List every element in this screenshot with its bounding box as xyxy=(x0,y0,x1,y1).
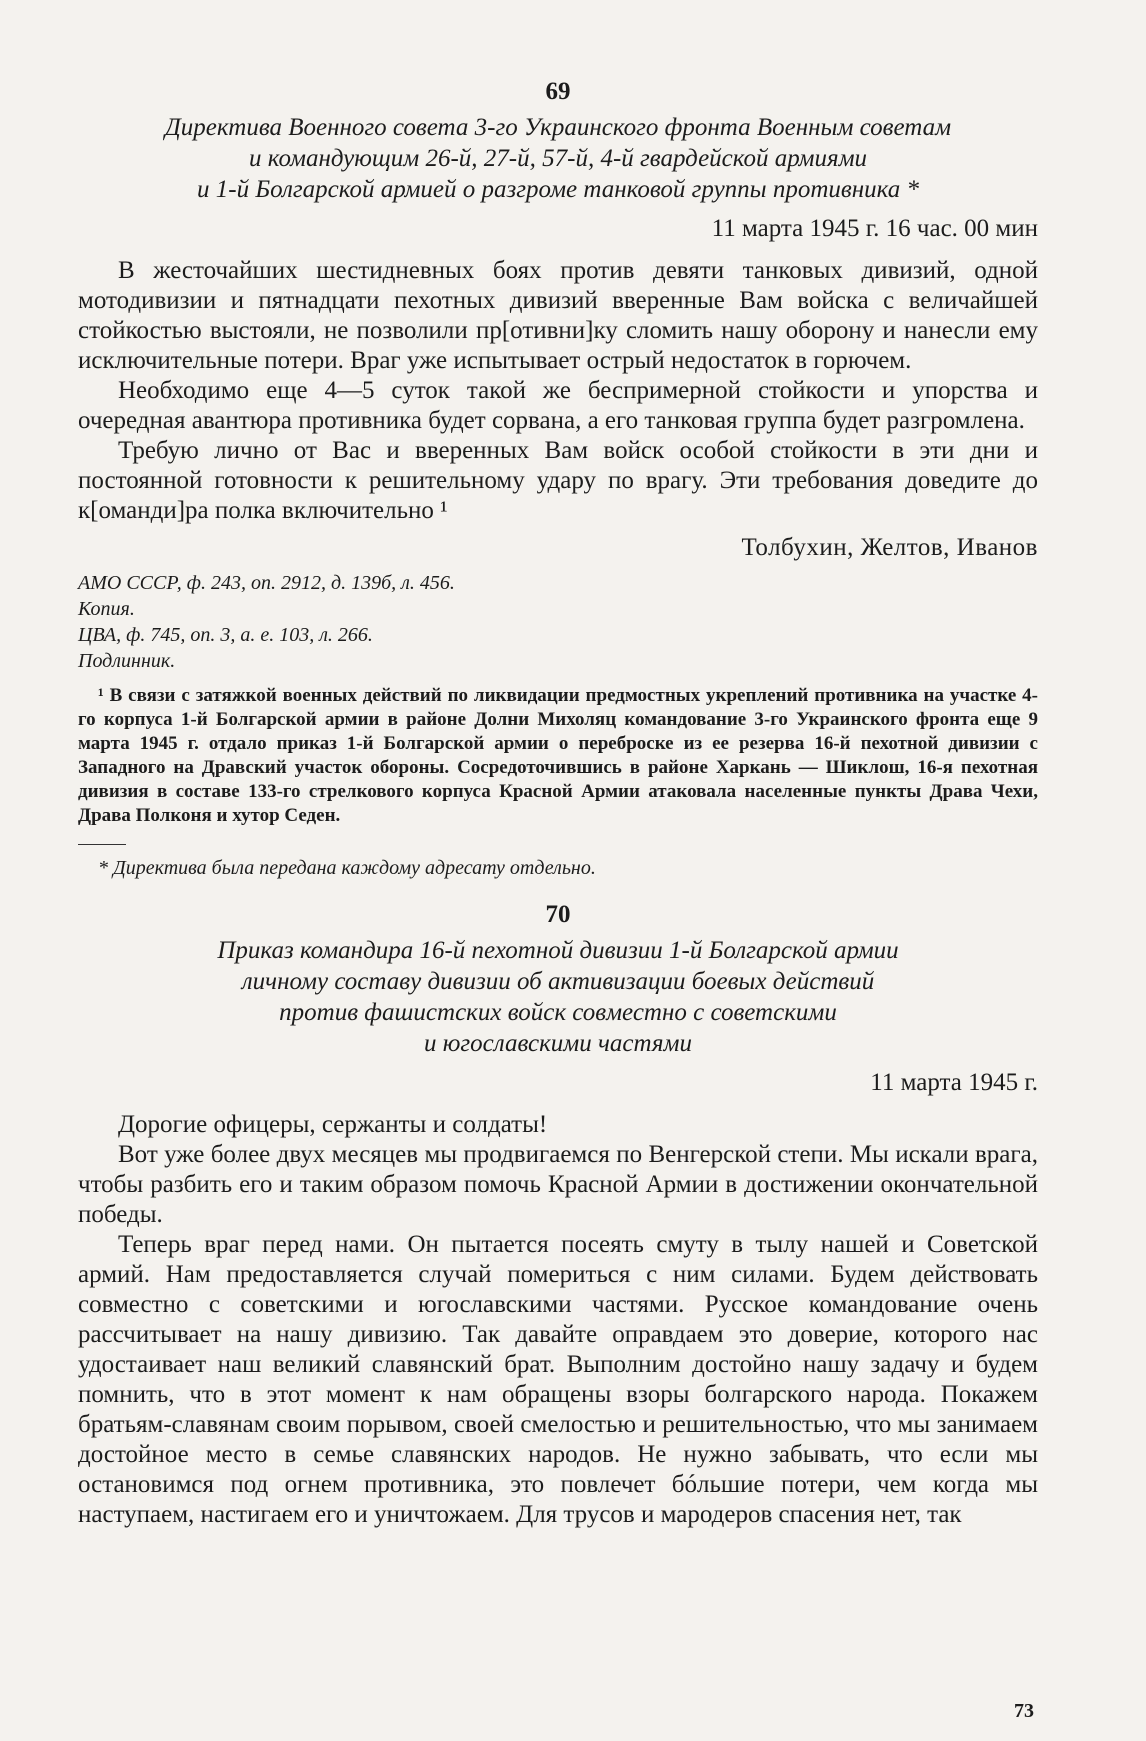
doc-69-paragraph: В жесточайших шестидневных боях против девяти танковых дивизий, одной мотодивизии и пятнадцати пехотных дивизий вверенные Вам войска с величайшей стойкостью выстояли, не позволили пр[отивни]ку сломить нашу оборону и нанесли ему исключительные потери. Враг уже испытывает острый недостаток в горючем. xyxy=(78,257,1038,374)
doc-69-date: 11 марта 1945 г. 16 час. 00 мин xyxy=(711,215,1038,242)
doc-70-number: 70 xyxy=(545,901,571,928)
doc-70-paragraph: Теперь враг перед нами. Он пытается посеять смуту в тылу нашей и Советской армий. Нам предоставляется случай помериться с ним силами. Будем действовать совместно с советскими и югославскими частями. Русское командование очень рассчитывает на нашу дивизию. Так давайте оправдаем это доверие, которого нас удостаивает наш великий славянский брат. Выполним достойно нашу задачу и будем помнить, что в этот момент к нам обращены взоры болгарского народа. Покажем братьям-славянам своим порывом, своей смелостью и решительностью, что мы занимаем достойное место в семье славянских народов. Не нужно забывать, что если мы остановимся под огнем противника, это повлечет бóльшие потери, чем когда мы наступаем, настигаем его и уничтожаем. Для трусов и мародеров спасения нет, так xyxy=(78,1231,1038,1528)
doc-69-sources xyxy=(78,570,1038,674)
doc-69-title xyxy=(78,112,1038,205)
page-content xyxy=(78,78,1038,1530)
doc-70-title-line: Приказ командира 16-й пехотной дивизии 1-й Болгарской армии xyxy=(217,937,899,964)
doc-70-paragraph: Дорогие офицеры, сержанты и солдаты! xyxy=(118,1111,548,1138)
doc-70-date: 11 марта 1945 г. xyxy=(870,1069,1038,1096)
doc-69-title-line: Директива Военного совета 3-го Украинского фронта Военным советам xyxy=(164,114,952,141)
page-number: 73 xyxy=(1014,1700,1034,1722)
doc-69-footnote: ¹ В связи с затяжкой военных действий по ликвидации предмостных укреплений противника на участке 4-го корпуса 1-й Болгарской армии в районе Долни Михоляц командование 3-го Украинского фронта еще 9 марта 1945 г. отдало приказ 1-й Болгарской армии о переброске из ее резерва 16-й пехотной дивизии с Западного на Дравский участок обороны. Сосредоточившись в районе Харкань — Шиклош, 16-я пехотная дивизия в составе 133-го стрелкового корпуса Красной Армии атаковала населенные пункты Драва Чехи, Драва Полконя и хутор Седен. xyxy=(78,685,1038,826)
doc-69-paragraph: Требую лично от Вас и вверенных Вам войск особой стойкости в эти дни и постоянной готовности к решительному удару по врагу. Эти требования доведите до к[оманди]ра полка включительно ¹ xyxy=(78,437,1038,524)
footnote-divider xyxy=(78,844,126,845)
source-reference: ЦВА, ф. 745, оп. 3, а. е. 103, л. 266. xyxy=(78,624,373,646)
source-reference: АМО СССР, ф. 243, оп. 2912, д. 139б, л. 456. xyxy=(78,572,455,594)
doc-69-paragraph: Необходимо еще 4—5 суток такой же беспримерной стойкости и упорства и очередная авантюра противника будет сорвана, а его танковая группа будет разгромлена. xyxy=(78,377,1038,434)
source-reference: Копия. xyxy=(78,598,135,620)
doc-69-star-footnote: * Директива была передана каждому адресату отдельно. xyxy=(98,857,596,879)
doc-70-title-line: личному составу дивизии об активизации боевых действий xyxy=(241,968,875,995)
doc-69-signature: Толбухин, Желтов, Иванов xyxy=(741,534,1038,561)
doc-70-title-line: и югославскими частями xyxy=(424,1030,692,1057)
doc-69-title-line: и 1-й Болгарской армией о разгроме танковой группы противника * xyxy=(197,176,919,203)
doc-70-paragraph: Вот уже более двух месяцев мы продвигаемся по Венгерской степи. Мы искали врага, чтобы разбить его и таким образом помочь Красной Армии в достижении окончательной победы. xyxy=(78,1141,1038,1228)
doc-70-title xyxy=(78,935,1038,1059)
doc-69-number: 69 xyxy=(545,78,571,105)
doc-69-title-line: и командующим 26-й, 27-й, 57-й, 4-й гвардейской армиями xyxy=(248,145,868,172)
doc-70-title-line: против фашистских войск совместно с советскими xyxy=(279,999,837,1026)
source-reference: Подлинник. xyxy=(78,650,176,672)
